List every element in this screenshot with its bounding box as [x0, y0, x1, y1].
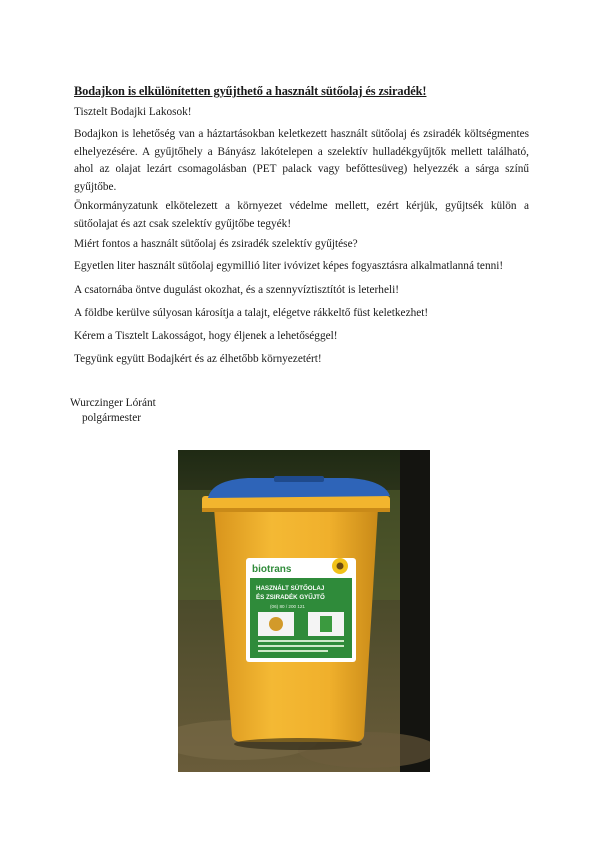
paragraph-soil-fact: A földbe kerülve súlyosan károsítja a talajt, elégetve rákkeltő füst keletkezhet! — [74, 307, 429, 319]
signature-role: polgármester — [82, 412, 141, 424]
label-text-block-1 — [258, 640, 344, 642]
bin-base-shadow — [234, 738, 362, 750]
label-line-1: HASZNÁLT SÜTŐOLAJ — [256, 585, 325, 592]
pictogram-icon-right — [320, 616, 332, 632]
label-text-block-3 — [258, 650, 328, 652]
pictogram-icon-left — [269, 617, 283, 631]
greeting: Tisztelt Bodajki Lakosok! — [74, 106, 192, 118]
label-text-block-2 — [258, 645, 344, 647]
label-brand: biotrans — [252, 564, 292, 575]
paragraph-request: Kérem a Tisztelt Lakosságot, hogy éljenek a lehetőséggel! — [74, 330, 338, 342]
label-line-2: ÉS ZSIRADÉK GYŰJTŐ — [256, 594, 325, 601]
bin-rim-shade — [202, 508, 390, 512]
dark-post — [400, 450, 430, 772]
paragraph-closing: Tegyünk együtt Bodajkért és az élhetőbb környezetért! — [74, 353, 322, 365]
paragraph-commitment: Önkormányzatunk elkötelezett a környezet védelme mellett, ezért kérjük, gyűjtsék külön a sütőolajat és azt csak szelektív gyűjtőbe tegyék! — [74, 200, 529, 230]
document-title: Bodajkon is elkülönítetten gyűjthető a használt sütőolaj és zsiradék! — [74, 84, 427, 98]
collection-bin-photo — [178, 450, 430, 772]
paragraph-sewer-fact: A csatornába öntve dugulást okozhat, és a szennyvíztisztítót is leterheli! — [74, 284, 400, 296]
paragraph-question: Miért fontos a használt sütőolaj és zsiradék szelektív gyűjtése? — [74, 238, 358, 250]
bin-lid-handle — [274, 476, 324, 482]
sunflower-center — [337, 563, 344, 570]
label-phone: (06) 80 / 200 121 — [270, 604, 305, 609]
paragraph-collection-info: Bodajkon is lehetőség van a háztartásokban keletkezett használt sütőolaj és zsiradék költségmentes elhelyezésére. A gyűjtőhely a Bányász lakótelepen a szelektív hulladékgyűjtők mellett található, ahol az olajat lezárt csomagolásban (PET palack vagy befőttesüveg) helyezzék a sárga színű gyűjtőbe. — [74, 128, 529, 193]
signature-name: Wurczinger Lóránt — [70, 397, 156, 409]
paragraph-water-fact: Egyetlen liter használt sütőolaj egymillió liter ivóvizet képes fogyasztásra alkalmatlanná tenni! — [74, 260, 504, 272]
